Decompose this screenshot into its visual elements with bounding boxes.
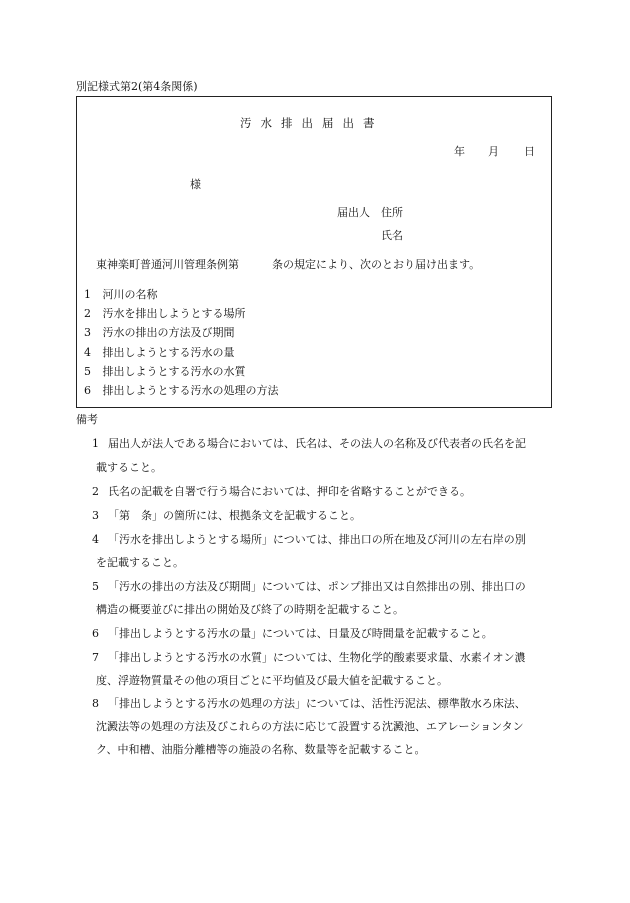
form-title: 汚水排出届出書 [240, 116, 384, 130]
item-text: 排出しようとする汚水の水質 [102, 365, 246, 378]
item-text: 排出しようとする汚水の処理の方法 [102, 384, 279, 397]
date-day-label: 日 [524, 145, 535, 158]
item-number: 6 [84, 384, 91, 397]
item-number: 2 [84, 307, 91, 320]
note-text: ク、中和槽、油脂分離槽等の施設の名称、数量等を記載すること。 [96, 743, 426, 756]
address-label: 住所 [381, 206, 403, 219]
note-text: 構造の概要並びに排出の開始及び終了の時期を記載すること。 [96, 603, 404, 616]
form-item [84, 346, 235, 360]
date-year-label: 年 [454, 145, 465, 158]
note-number: 2 [92, 485, 99, 498]
notification-form [76, 96, 552, 408]
note-text: 届出人が法人である場合においては、氏名は、その法人の名称及び代表者の氏名を記 [108, 437, 526, 450]
statement-part1: 東神楽町普通河川管理条例第 [96, 258, 239, 271]
item-text: 河川の名称 [102, 288, 158, 301]
note-text: 「排出しようとする汚水の量」については、日量及び時間量を記載すること。 [108, 627, 493, 640]
applicant-label: 届出人 [337, 206, 370, 219]
form-item [84, 288, 158, 302]
note-text: 度、浮遊物質量その他の項目ごとに平均値及び最大値を記載すること。 [96, 674, 448, 687]
addressee-suffix: 様 [190, 178, 201, 191]
item-number: 1 [84, 288, 91, 301]
note-number: 3 [92, 509, 99, 522]
form-item [84, 365, 246, 379]
note-number: 5 [92, 580, 99, 593]
form-style-label: 別記様式第2(第4条関係) [76, 80, 198, 93]
note-number: 7 [92, 651, 99, 664]
item-number: 4 [84, 346, 91, 359]
item-text: 汚水を排出しようとする場所 [102, 307, 246, 320]
item-text: 排出しようとする汚水の量 [102, 346, 235, 359]
note-text: 「汚水を排出しようとする場所」については、排出口の所在地及び河川の左右岸の別 [108, 533, 526, 546]
note-text: 氏名の記載を自署で行う場合においては、押印を省略することができる。 [108, 485, 471, 498]
note-text: 「第 条」の箇所には、根拠条文を記載すること。 [108, 509, 361, 522]
statement-part2: 条の規定により、次のとおり届け出ます。 [272, 258, 481, 271]
form-item [84, 326, 235, 340]
date-month-label: 月 [488, 145, 499, 158]
form-item [84, 307, 246, 321]
note-number: 8 [92, 697, 99, 710]
note-text: 沈澱法等の処理の方法及びこれらの方法に応じて設置する沈澱池、エアレーションタン [96, 720, 524, 733]
form-item [84, 384, 279, 398]
note-text: 「汚水の排出の方法及び期間」については、ポンプ排出又は自然排出の別、排出口の [108, 580, 526, 593]
name-label: 氏名 [381, 229, 403, 242]
item-text: 汚水の排出の方法及び期間 [102, 326, 235, 339]
note-text: 載すること。 [96, 461, 162, 474]
note-text: 「排出しようとする汚水の処理の方法」については、活性汚泥法、標準散水ろ床法、 [108, 697, 526, 710]
item-number: 5 [84, 365, 91, 378]
note-number: 4 [92, 533, 99, 546]
item-number: 3 [84, 326, 91, 339]
notes-heading: 備考 [76, 413, 98, 426]
note-text: 「排出しようとする汚水の水質」については、生物化学的酸素要求量、水素イオン濃 [108, 651, 526, 664]
note-text: を記載すること。 [96, 556, 184, 569]
note-number: 6 [92, 627, 99, 640]
note-number: 1 [92, 437, 99, 450]
